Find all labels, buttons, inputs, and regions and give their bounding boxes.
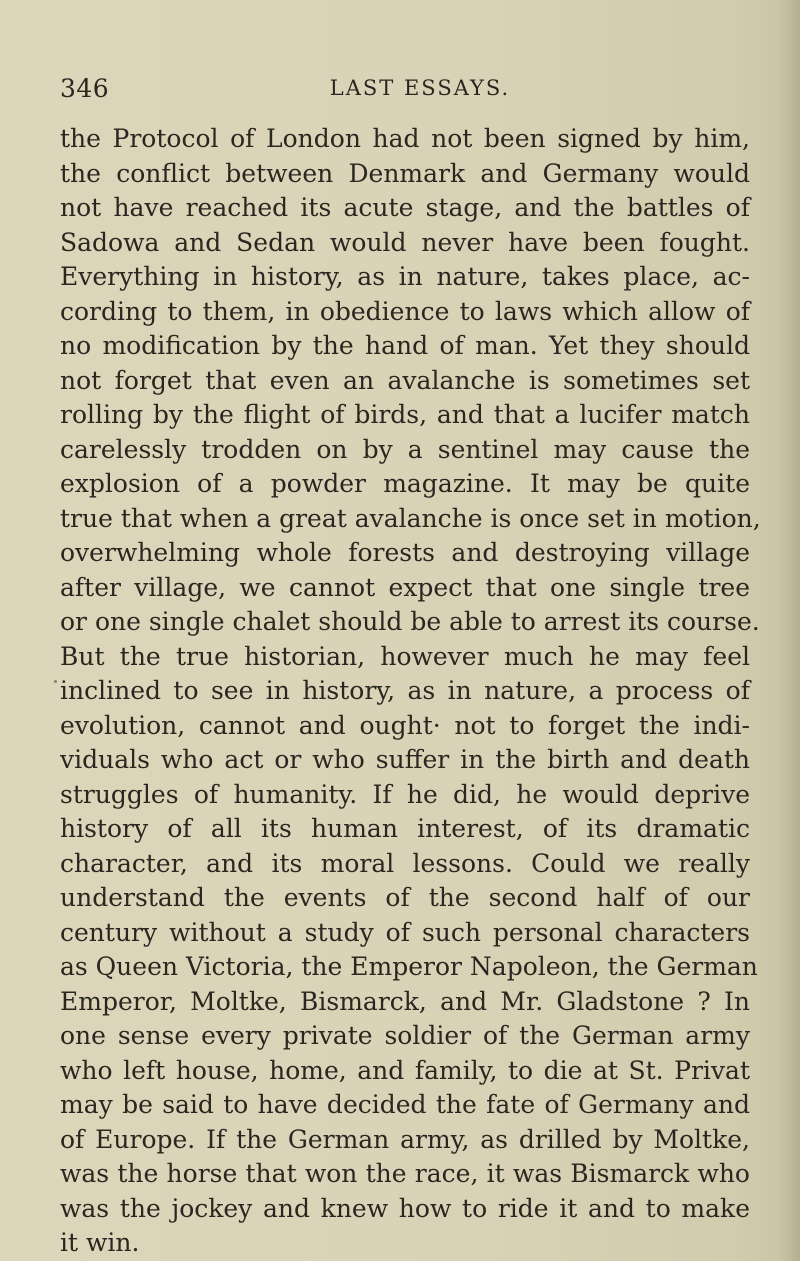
text-line: struggles of humanity. If he did, he would deprive <box>60 779 750 809</box>
text-line: But the true historian, however much he may feel <box>60 641 750 671</box>
text-line: was the jockey and knew how to ride it and to make <box>60 1193 750 1223</box>
text-line: inclined to see in history, as in nature, a process of <box>60 676 750 705</box>
text-line: or one single chalet should be able to arrest its course. <box>60 607 760 636</box>
text-line: true that when a great avalanche is once set in motion, <box>60 503 761 533</box>
text-line: rolling by the flight of birds, and that a lucifer match <box>60 400 750 429</box>
running-head-text: LAST ESSAYS. <box>329 76 511 100</box>
text-line: who left house, home, and family, to die at St. Privat <box>60 1055 750 1085</box>
text-line: evolution, cannot and ought· not to forget the indi- <box>60 710 750 740</box>
text-line: was the horse that won the race, it was Bismarck who <box>60 1159 750 1188</box>
text-line: after village, we cannot expect that one single tree <box>60 572 750 602</box>
margin-mark <box>54 680 57 683</box>
text-line: Emperor, Moltke, Bismarck, and Mr. Gladstone ? In <box>60 986 750 1016</box>
text-line: viduals who act or who suffer in the birth and death <box>60 745 750 774</box>
text-line: carelessly trodden on by a sentinel may cause the <box>60 434 750 464</box>
text-line: the conflict between Denmark and Germany would <box>60 158 750 188</box>
text-line: as Queen Victoria, the Emperor Napoleon, the German <box>60 952 758 981</box>
page-header <box>60 74 760 114</box>
text-line: the Protocol of London had not been signed by him, <box>60 124 750 153</box>
text-line: Everything in history, as in nature, takes place, ac- <box>60 262 750 291</box>
text-line: cording to them, in obedience to laws which allow of <box>60 296 750 326</box>
text-line: no modification by the hand of man. Yet they should <box>60 331 750 360</box>
text-line: Sadowa and Sedan would never have been fought. <box>60 227 750 257</box>
text-line: character, and its moral lessons. Could we really <box>60 848 750 878</box>
page-edge-shadow <box>778 0 800 1261</box>
text-line: may be said to have decided the fate of Germany and <box>60 1090 750 1119</box>
text-line: it win. <box>60 1228 140 1257</box>
text-line: understand the events of the second half of our <box>60 883 750 912</box>
text-line: overwhelming whole forests and destroying village <box>60 538 750 567</box>
page-number: 346 <box>60 74 110 103</box>
text-line: not forget that even an avalanche is sometimes set <box>60 365 750 395</box>
text-line: one sense every private soldier of the German army <box>60 1021 750 1050</box>
text-line: explosion of a powder magazine. It may be quite <box>60 469 750 498</box>
text-line: not have reached its acute stage, and the battles of <box>60 193 750 222</box>
text-line: of Europe. If the German army, as drilled by Moltke, <box>60 1124 750 1154</box>
text-line: century without a study of such personal characters <box>60 917 750 947</box>
text-line: history of all its human interest, of its dramatic <box>60 814 750 843</box>
running-head <box>60 76 760 100</box>
body-text <box>60 122 761 1261</box>
